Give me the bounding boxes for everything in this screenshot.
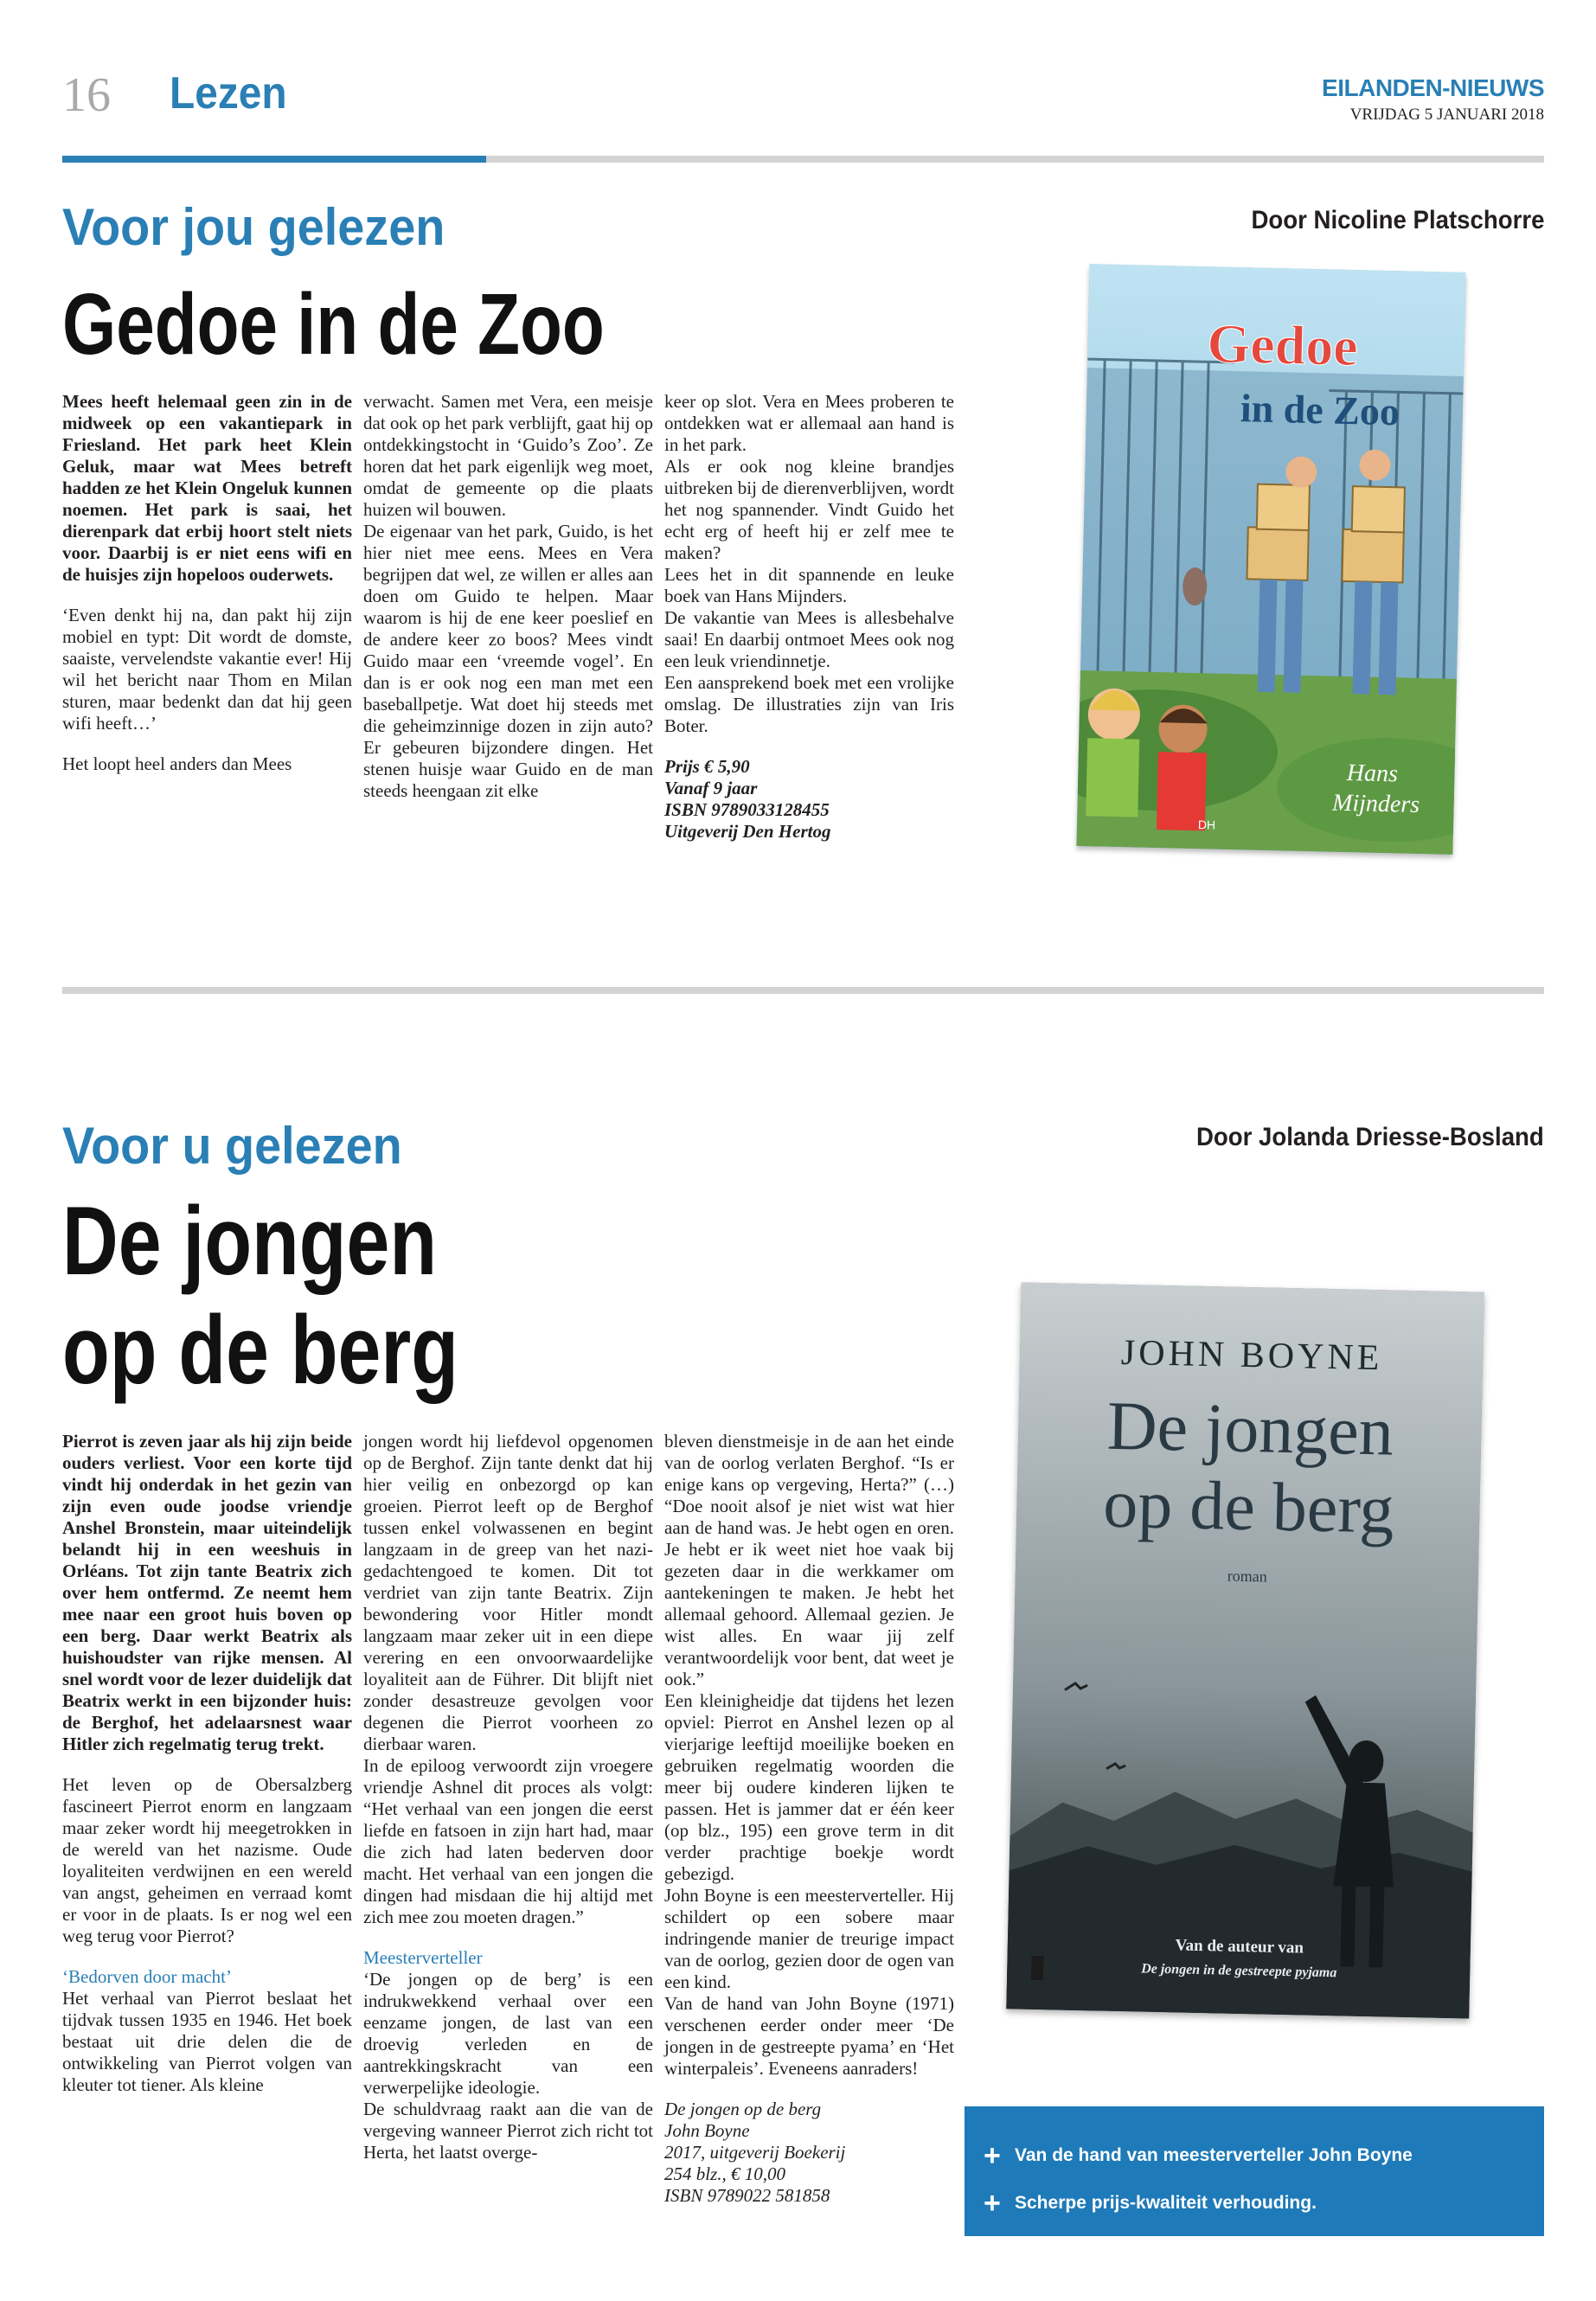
article1-column-3 — [664, 391, 954, 843]
article2-paragraph: Het verhaal van Pierrot beslaat het tijdvak tussen 1935 en 1946. Het boek bestaat uit drie delen die de ontwikkeling van Pierrot volgen van kleuter tot tiener. Als kleine — [62, 1988, 352, 2095]
book-cover-de-jongen-op-de-berg — [1006, 1282, 1484, 2018]
article2-lead: Pierrot is zeven jaar als hij zijn beide ouders verliest. Voor een korte tijd vindt hij onderdak in het gezin van zijn even oude joodse vriendje Anshel Bronstein, maar uiteindelijk belandt hij in een weeshuis in Orléans. Tot zijn tante Beatrix zich over hem ontfermd. Ze neemt hem mee naar een groot huis boven op een berg. Daar werkt Beatrix als huishoudster van rijke mensen. Al snel wordt voor de lezer duidelijk dat Beatrix werkt in een bijzonder huis: de Berghof, het adelaarsnest waar Hitler zich regelmatig terug trekt. — [62, 1431, 352, 1754]
promo-box — [965, 2106, 1544, 2236]
article2-paragraph: In de epiloog verwoordt zijn vroegere vriendje Ashnel dit proces als volgt: “Het verhaal van een jongen die eerst liefde en fatsoen in zijn hart had, maar die zich had laten bederven door macht. Het verhaal van een jongen die dingen had misdaan die hij altijd met zich mee zou moeten dragen.” — [363, 1755, 653, 1927]
page-number: 16 — [62, 68, 111, 122]
book-info-isbn: ISBN 9789022 581858 — [664, 2185, 830, 2206]
article2-headline — [62, 1187, 458, 1405]
article2-kicker: Voor u gelezen — [62, 1117, 402, 1175]
article2-column-3 — [664, 1431, 954, 2207]
cover-illustration — [1076, 264, 1465, 855]
article1-paragraph: ‘Even denkt hij na, dan pakt hij zijn mobiel en typt: Dit wordt de domste, saaiste, vervelendste vakantie ever! Hij wil het bericht naar Thom en Milan sturen, maar bedenkt dan dat hij geen wifi heeft…’ — [62, 605, 352, 734]
plus-icon: + — [984, 2139, 1001, 2172]
newspaper-logo: EILANDEN-NIEUWS — [1322, 74, 1544, 101]
publisher-logo-icon — [1031, 1956, 1044, 1980]
article1-lead: Mees heeft helemaal geen zin in de midweek op een vakantiepark in Friesland. Het park heet Klein Geluk, maar wat Mees betreft hadden ze het Klein Ongeluk kunnen noemen. Het park is saai, het dierenpark dat erbij hoort stelt niets voor. Daarbij is er niet eens wifi en de huisjes zijn hopeloos ouderwets. — [62, 391, 352, 585]
article1-column-2 — [363, 391, 653, 802]
article2-paragraph: Van de hand van John Boyne (1971) verschenen eerder onder meer ‘De jongen in de gestreepte pyama’ en ‘Het winterpaleis’. Eveneens aanraders! — [664, 1993, 954, 2079]
book-cover-gedoe-in-de-zoo — [1076, 264, 1465, 855]
book-info-author: John Boyne — [664, 2120, 750, 2141]
article1-paragraph: Als er ook nog kleine brandjes uitbreken bij de dierenverblijven, wordt het nog spannender. Vindt Guido het echt erg of heeft hij er zelf mee te maken? — [664, 456, 954, 563]
article2-paragraph: John Boyne is een meesterverteller. Hij schildert op een sobere maar indringende manier de treurige impact van de oorlog, gezien door de ogen van een kind. — [664, 1885, 954, 1992]
cover-publisher-mark: DH — [1197, 817, 1216, 832]
cover-photo — [1006, 1282, 1484, 2018]
article2-subheading: Meesterverteller — [363, 1947, 483, 1968]
article2-paragraph: Het leven op de Obersalzberg fascineert Pierrot enorm en langzaam maar zeker wordt hij meegetrokken in de wereld van het nazisme. Oude loyaliteiten verdwijnen en een wereld van angst, geheimen en verraad komt er voor in de plaats. Is er nog wel een weg terug voor Pierrot? — [62, 1774, 352, 1946]
book-info-title: De jongen op de berg — [664, 2099, 822, 2119]
plus-icon: + — [984, 2187, 1001, 2220]
article1-byline: Door Nicoline Platschorre — [1251, 206, 1544, 234]
article2-paragraph: ‘De jongen op de berg’ is een indrukwekkend verhaal over een eenzame jongen, de last van een droevig verleden en de aantrekkingskracht van een verwerpelijke ideologie. — [363, 1969, 653, 2098]
book-info-isbn: ISBN 9789033128455 — [664, 799, 830, 820]
section-title: Lezen — [170, 68, 287, 119]
article1-paragraph: verwacht. Samen met Vera, een meisje dat ook op het park verblijft, gaat hij op ontdekkingstocht in ‘Guido’s Zoo’. Ze horen dat het park eigenlijk weg moet, omdat de gemeente op die plaats huizen wil bouwen. — [363, 391, 653, 520]
article1-paragraph: keer op slot. Vera en Mees proberen te ontdekken wat er allemaal aan hand is in het park. — [664, 391, 954, 455]
article1-paragraph: Een aansprekend boek met een vrolijke omslag. De illustraties zijn van Iris Boter. — [664, 672, 954, 736]
article2-headline-line2: op de berg — [62, 1296, 458, 1404]
cover-author-first: Hans — [1346, 760, 1399, 788]
article2-paragraph: Een kleinigheidje dat tijdens het lezen opviel: Pierrot en Anshel lezen op al vierjarige leeftijd moeilijke boeken en gebruiken regelmatig woorden die meer bij oudere kinderen lijken te passen. Het is jammer dat er één keer (op blz., 195) een grove term in dit verder prachtige boekje wordt gebezigd. — [664, 1690, 954, 1884]
article1-paragraph: Lees het in dit spannende en leuke boek van Hans Mijnders. — [664, 564, 954, 606]
article2-paragraph: bleven dienstmeisje in de aan het einde van de oorlog verlaten Berghof. “Is er enige kans op vergeving, Herta?” (…) “Doe nooit alsof je niet wist wat hier aan de hand was. Je hebt ogen en oren. Je hebt er ik weet niet hoe vaak bij gezeten daar in die werkkamer om aantekeningen te maken. Je hebt het allemaal gehoord. Allemaal gezien. Je wist alles. En waar jij zelf verantwoordelijk voor bent, dat weet je ook.” — [664, 1431, 954, 1689]
cover-title-line1: De jongen — [1106, 1388, 1394, 1471]
cover-title-line2: op de berg — [1102, 1465, 1395, 1548]
issue-date: VRIJDAG 5 JANUARI 2018 — [1349, 106, 1544, 124]
article-divider — [62, 987, 1544, 994]
article2-paragraph: jongen wordt hij liefdevol opgenomen op de Berghof. Zijn tante denkt dat hij hier veilig en onbezorgd op kan groeien. Pierrot leeft op de Berghof tussen enkel volwassenen en begint langzaam in de greep van het nazi-gedachtengoed te komen. Dit tot verdriet van zijn tante Beatrix. Zijn bewondering voor Hitler mondt langzaam maar zeker uit in een diepe verering en een onvoorwaardelijke loyaliteit aan de Führer. Dit blijft niet zonder desastreuze gevolgen voor degenen die Pierrot voorheen zo dierbaar waren. — [363, 1431, 653, 1754]
book-info-publisher: 2017, uitgeverij Boekerij — [664, 2142, 846, 2163]
article1-kicker: Voor jou gelezen — [62, 198, 445, 256]
promo-item — [984, 2189, 1317, 2218]
article2-column-1 — [62, 1431, 352, 2096]
cover-genre: roman — [1227, 1567, 1267, 1586]
cover-author: JOHN BOYNE — [1120, 1332, 1383, 1379]
book-info-age: Vanaf 9 jaar — [664, 778, 758, 798]
article2-subheading: ‘Bedorven door macht’ — [62, 1966, 232, 1987]
article1-headline: Gedoe in de Zoo — [62, 276, 605, 373]
book-info-price: Prijs € 5,90 — [664, 756, 750, 777]
article1-paragraph: Het loopt heel anders dan Mees — [62, 753, 292, 774]
cover-subtitle: in de Zoo — [1240, 386, 1401, 434]
cover-author-last: Mijnders — [1331, 789, 1420, 818]
cover-title: Gedoe — [1206, 312, 1359, 378]
cover-tagline-title: De jongen in de gestreepte pyjama — [1140, 1961, 1337, 1981]
article2-byline: Door Jolanda Driesse-Bosland — [1196, 1123, 1544, 1151]
article2-paragraph: De schuldvraag raakt aan die van de vergeving wanneer Pierrot zich richt tot Herta, het laatst overge- — [363, 2099, 653, 2163]
promo-text: Van de hand van meesterverteller John Boyne — [1015, 2145, 1413, 2165]
promo-text: Scherpe prijs-kwaliteit verhouding. — [1015, 2193, 1317, 2213]
header-rule-accent — [62, 156, 486, 163]
book-info-publisher: Uitgeverij Den Hertog — [664, 821, 831, 842]
article2-headline-line1: De jongen — [62, 1187, 438, 1295]
article1-paragraph: De eigenaar van het park, Guido, is het hier niet mee eens. Mees en Vera begrijpen dat wel, ze willen er alles aan doen om Guido te helpen. Maar waarom is hij de ene keer poeslief en de andere keer zo boos? Mees vindt Guido maar een ‘vreemde vogel’. En dan is er ook nog een man met een baseballpetje. Wat doet hij steeds met die geheimzinnige dozen in zijn auto? Er gebeuren bijzondere dingen. Het stenen huisje waar Guido en de man steeds heengaan zit elke — [363, 521, 653, 801]
article1-paragraph: De vakantie van Mees is allesbehalve saai! En daarbij ontmoet Mees ook nog een leuk vriendinnetje. — [664, 607, 954, 671]
promo-item — [984, 2141, 1413, 2170]
article2-column-2 — [363, 1431, 653, 2163]
book-info-pages-price: 254 blz., € 10,00 — [664, 2163, 786, 2184]
cover-tagline: Van de auteur van — [1175, 1936, 1304, 1958]
article1-column-1 — [62, 391, 352, 775]
